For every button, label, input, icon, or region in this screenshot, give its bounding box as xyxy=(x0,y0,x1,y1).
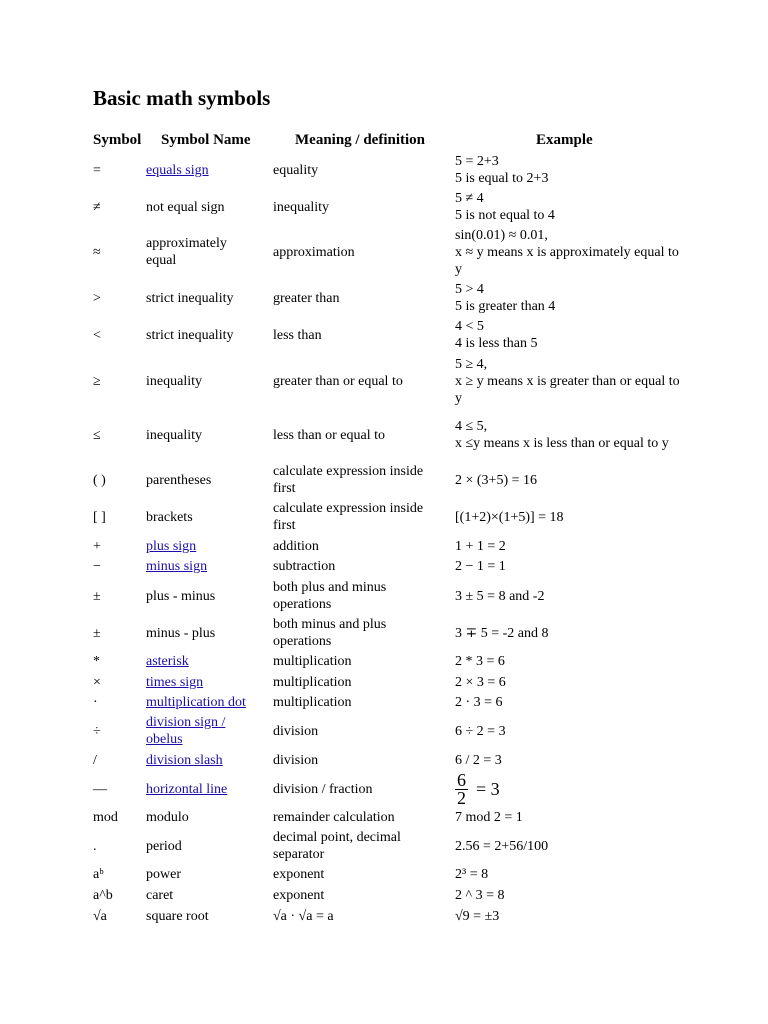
row-example xyxy=(455,752,680,769)
row-meaning: addition xyxy=(273,539,319,554)
row-symbol: * xyxy=(93,654,100,669)
row-meaning: calculate expression inside first xyxy=(273,464,424,496)
symbol-name: not equal sign xyxy=(146,200,225,215)
fraction-example xyxy=(455,772,500,807)
example-line: 5 > 4 xyxy=(455,282,484,297)
example-line: 5 is equal to 2+3 xyxy=(455,171,549,186)
example-line: 2 × 3 = 6 xyxy=(455,675,506,690)
row-symbol: ≤ xyxy=(93,428,101,443)
header-meaning: Meaning / definition xyxy=(295,132,426,148)
row-meaning: inequality xyxy=(273,200,329,215)
symbol-name: period xyxy=(146,839,182,854)
symbol-name-link[interactable]: horizontal line xyxy=(146,782,228,797)
example-line: 2 · 3 = 6 xyxy=(455,695,503,710)
symbol-name: plus - minus xyxy=(146,589,216,604)
example-line: 4 is less than 5 xyxy=(455,336,538,351)
example-line: 3 ∓ 5 = -2 and 8 xyxy=(455,626,549,641)
row-meaning: less than xyxy=(273,328,322,343)
symbol-name: inequality xyxy=(146,428,202,443)
row-meaning: both plus and minus operations xyxy=(273,580,387,612)
example-line: 2 − 1 = 1 xyxy=(455,559,506,574)
example-line: 5 is not equal to 4 xyxy=(455,208,555,223)
symbol-name: parentheses xyxy=(146,473,212,488)
row-symbol: < xyxy=(93,328,101,343)
symbol-name-link[interactable]: multiplication dot xyxy=(146,695,246,710)
row-example xyxy=(455,809,680,826)
row-meaning: greater than xyxy=(273,291,340,306)
row-example xyxy=(455,694,680,711)
example-line: 5 ≠ 4 xyxy=(455,191,484,206)
symbol-name: power xyxy=(146,867,181,882)
example-line: 5 ≥ 4, xyxy=(455,357,488,372)
row-example xyxy=(455,723,680,740)
example-line: 5 = 2+3 xyxy=(455,154,499,169)
symbol-name-link[interactable]: times sign xyxy=(146,675,204,690)
example-line: 6 ÷ 2 = 3 xyxy=(455,724,506,739)
row-example xyxy=(455,838,680,855)
row-meaning: division xyxy=(273,724,319,739)
row-example xyxy=(455,625,680,642)
row-example xyxy=(455,281,680,315)
example-line: 2.56 = 2+56/100 xyxy=(455,839,549,854)
row-example xyxy=(455,418,680,452)
example-line: 4 ≤ 5, xyxy=(455,419,488,434)
row-symbol: . xyxy=(93,839,97,854)
example-line: x ≤y means x is less than or equal to y xyxy=(455,436,669,451)
row-meaning: calculate expression inside first xyxy=(273,501,424,533)
page-title: Basic math symbols xyxy=(93,86,271,110)
row-example xyxy=(455,908,680,925)
row-meaning: approximation xyxy=(273,245,355,260)
row-meaning: equality xyxy=(273,163,319,178)
row-example xyxy=(455,356,680,407)
example-line: 6 / 2 = 3 xyxy=(455,753,502,768)
symbol-name-link[interactable]: asterisk xyxy=(146,654,189,669)
fraction-result: = 3 xyxy=(476,779,500,799)
row-meaning: both minus and plus operations xyxy=(273,617,387,649)
fraction-denominator: 2 xyxy=(457,788,466,808)
row-meaning: remainder calculation xyxy=(273,810,395,825)
example-line: 2 × (3+5) = 16 xyxy=(455,473,538,488)
row-example xyxy=(455,772,680,807)
row-meaning: exponent xyxy=(273,867,325,882)
symbol-name: modulo xyxy=(146,810,189,825)
row-meaning: exponent xyxy=(273,888,325,903)
row-example xyxy=(455,538,680,555)
row-meaning: less than or equal to xyxy=(273,428,385,443)
row-symbol: > xyxy=(93,291,101,306)
example-line: sin(0.01) ≈ 0.01, xyxy=(455,228,548,243)
row-symbol: ≠ xyxy=(93,200,101,215)
row-symbol: × xyxy=(93,675,101,690)
symbol-name: brackets xyxy=(146,510,193,525)
symbol-name: minus - plus xyxy=(146,626,216,641)
header-symbol-name: Symbol Name xyxy=(161,132,251,148)
row-example xyxy=(455,190,680,224)
row-example xyxy=(455,153,680,187)
row-symbol: + xyxy=(93,539,101,554)
symbol-name-link[interactable]: division sign / obelus xyxy=(146,715,226,747)
row-example xyxy=(455,588,680,605)
row-symbol: ± xyxy=(93,589,101,604)
row-meaning: √a · √a = a xyxy=(273,909,334,924)
example-line: x ≥ y means x is greater than or equal to y xyxy=(455,374,680,406)
row-example xyxy=(455,558,680,575)
row-symbol: · xyxy=(93,695,98,710)
row-example xyxy=(455,674,680,691)
example-line: 2 ^ 3 = 8 xyxy=(455,888,505,903)
symbol-name: approximately equal xyxy=(146,236,227,268)
symbol-name-link[interactable]: equals sign xyxy=(146,163,209,178)
row-symbol: [ ] xyxy=(93,510,106,525)
symbol-name: square root xyxy=(146,909,209,924)
symbol-name: strict inequality xyxy=(146,291,234,306)
row-symbol: ÷ xyxy=(93,724,101,739)
row-meaning: subtraction xyxy=(273,559,336,574)
row-symbol: √a xyxy=(93,909,107,924)
example-line: x ≈ y means x is approximately equal to y xyxy=(455,245,679,277)
row-meaning: multiplication xyxy=(273,695,352,710)
row-symbol: a^b xyxy=(93,888,113,903)
row-symbol: − xyxy=(93,559,101,574)
example-line: 5 is greater than 4 xyxy=(455,299,556,314)
row-symbol: / xyxy=(93,753,97,768)
row-symbol: ± xyxy=(93,626,101,641)
fraction-numerator: 6 xyxy=(457,770,466,790)
example-line: [(1+2)×(1+5)] = 18 xyxy=(455,510,564,525)
example-line: 2³ = 8 xyxy=(455,867,489,882)
row-symbol: ≈ xyxy=(93,245,101,260)
symbol-name: caret xyxy=(146,888,174,903)
row-example xyxy=(455,509,680,526)
example-line: 2 * 3 = 6 xyxy=(455,654,505,669)
symbol-name-link[interactable]: minus sign xyxy=(146,559,208,574)
header-symbol: Symbol xyxy=(93,132,142,148)
row-example xyxy=(455,472,680,489)
row-symbol: — xyxy=(93,782,107,797)
symbol-name-link[interactable]: plus sign xyxy=(146,539,197,554)
row-example xyxy=(455,318,680,352)
row-meaning: division xyxy=(273,753,319,768)
row-symbol: ( ) xyxy=(93,473,106,488)
row-symbol: ≥ xyxy=(93,374,101,389)
symbol-name: inequality xyxy=(146,374,202,389)
example-line: 4 < 5 xyxy=(455,319,484,334)
row-meaning: multiplication xyxy=(273,654,352,669)
header-example: Example xyxy=(536,132,593,148)
row-meaning: division / fraction xyxy=(273,782,373,797)
example-line: 1 + 1 = 2 xyxy=(455,539,506,554)
row-symbol: aᵇ xyxy=(93,867,104,882)
row-example xyxy=(455,227,680,278)
row-meaning: decimal point, decimal separator xyxy=(273,830,401,862)
example-line: 3 ± 5 = 8 and -2 xyxy=(455,589,545,604)
row-example xyxy=(455,887,680,904)
example-line: 7 mod 2 = 1 xyxy=(455,810,523,825)
example-line: √9 = ±3 xyxy=(455,909,500,924)
row-symbol: = xyxy=(93,163,101,178)
row-symbol: mod xyxy=(93,810,118,825)
symbol-name-link[interactable]: division slash xyxy=(146,753,223,768)
symbol-name: strict inequality xyxy=(146,328,234,343)
row-example xyxy=(455,653,680,670)
row-meaning: multiplication xyxy=(273,675,352,690)
row-example xyxy=(455,866,680,883)
row-meaning: greater than or equal to xyxy=(273,374,403,389)
